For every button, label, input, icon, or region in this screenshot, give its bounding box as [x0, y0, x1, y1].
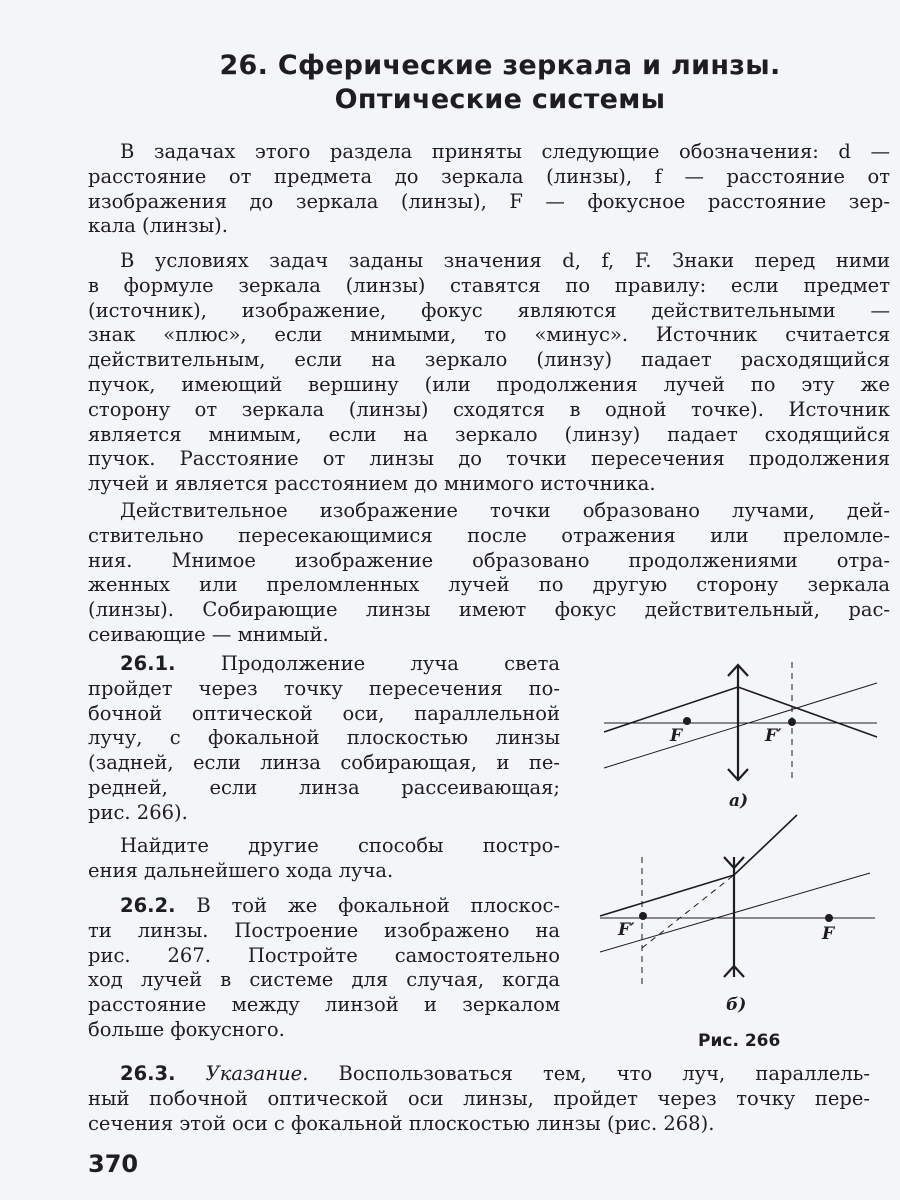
line-text: изображения до зеркала (линзы), F — фокусное расстояние зер- — [88, 189, 890, 213]
line-text: пучок, имеющий вершину (или продолжения лучей по эту же — [88, 372, 890, 396]
line-text: пучок. Расстояние от линзы до точки пересечения продолжения — [88, 447, 890, 471]
line-text: (источник), изображение, фокус являются действительными — — [88, 298, 890, 322]
problem-number: 26.1. — [120, 652, 176, 675]
line-text: (линзы). Собирающие линзы имеют фокус действительный, рас- — [88, 598, 890, 622]
line-text: рис. 266). — [88, 800, 188, 824]
page-number: 370 — [88, 1150, 139, 1178]
line-text: бочной оптической оси, параллельной — [88, 701, 560, 725]
line-text: Продолжение луча света — [220, 652, 560, 675]
line-text: сеивающие — мнимый. — [88, 622, 329, 646]
focus-label-f-prime-b: F′ — [618, 920, 635, 940]
line-text: женных или преломленных лучей по другую сторону зеркала — [88, 573, 890, 597]
focus-label-f-b: F — [822, 924, 835, 944]
line-text: редней, если линза рассеивающая; — [88, 775, 560, 799]
line-text: кала (линзы). — [88, 214, 228, 238]
line-text: Воспользоваться тем, что луч, параллель- — [338, 1062, 870, 1085]
figure-a-converging-lens — [604, 662, 877, 783]
line-text: расстояние от предмета до зеркала (линзы), f — расстояние от — [88, 164, 890, 188]
hint-label: Указание. — [205, 1062, 309, 1085]
figure-caption: Рис. 266 — [698, 1031, 781, 1051]
figure-b-diverging-lens — [600, 815, 875, 985]
line-text: лучей и является расстоянием до мнимого источника. — [88, 472, 656, 496]
line-text: Найдите другие способы постро- — [120, 834, 560, 857]
line-text: (задней, если линза собирающая, и пе- — [88, 751, 560, 775]
focus-label-f-a: F — [670, 726, 683, 746]
line-text: сторону от зеркала (линзы) сходятся в одной точке). Источник — [88, 397, 890, 421]
line-text: действительным, если на зеркало (линзу) падает расходящийся — [88, 348, 890, 372]
figure-label-a: а) — [729, 791, 749, 811]
figure-label-b: б) — [726, 995, 747, 1015]
line-text: рис. 267. Постройте самостоятельно — [88, 943, 560, 967]
problem-number: 26.3. — [120, 1062, 176, 1085]
line-text: расстояние между линзой и зеркалом — [88, 993, 560, 1017]
line-text: пройдет через точку пересечения по- — [88, 676, 560, 700]
line-text: знак «плюс», если мнимыми, то «минус». Источник считается — [88, 323, 890, 347]
line-text: ти линзы. Построение изображено на — [88, 918, 560, 942]
line-text: В задачах этого раздела приняты следующие обозначения: d — — [120, 140, 890, 163]
line-text: больше фокусного. — [88, 1017, 285, 1041]
problem-number: 26.2. — [120, 894, 176, 917]
line-text: ения дальнейшего хода луча. — [88, 858, 394, 882]
line-text: ствительно пересекающимися после отражения или преломле- — [88, 523, 890, 547]
focus-label-f-prime-a: F′ — [765, 726, 782, 746]
line-text: ход лучей в системе для случая, когда — [88, 968, 560, 992]
line-text: сечения этой оси с фокальной плоскостью линзы (рис. 268). — [88, 1111, 715, 1135]
section-title-line1: 26. Сферические зеркала и линзы. — [219, 50, 781, 81]
line-text: Действительное изображение точки образовано лучами, дей- — [120, 499, 890, 522]
section-title-line2: Оптические системы — [334, 84, 666, 115]
line-text: В той же фокальной плоскос- — [196, 894, 560, 917]
line-text: ния. Мнимое изображение образовано продолжениями отра- — [88, 548, 890, 572]
line-text: В условиях задач заданы значения d, f, F. Знаки перед ними — [120, 249, 890, 272]
line-text: является мнимым, если на зеркало (линзу) падает сходящийся — [88, 422, 890, 446]
line-text: в формуле зеркала (линзы) ставятся по правилу: если предмет — [88, 273, 890, 297]
line-text: лучу, с фокальной плоскостью линзы — [88, 726, 560, 750]
line-text: ный побочной оптической оси линзы, пройдет через точку пере- — [88, 1086, 870, 1110]
